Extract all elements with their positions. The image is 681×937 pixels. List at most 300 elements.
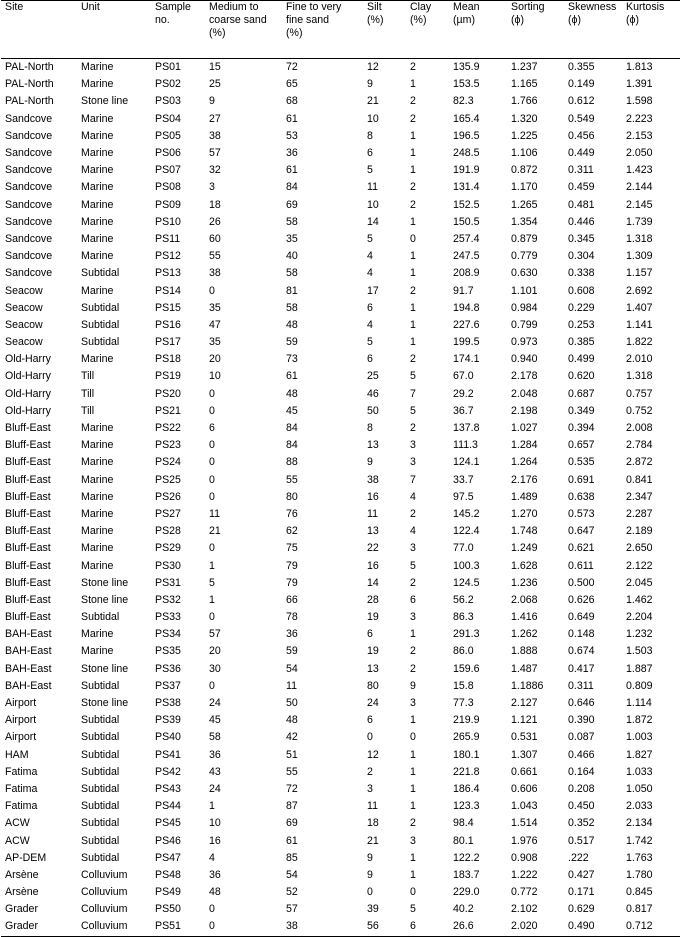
cell-sorting: 0.531 (511, 731, 538, 744)
cell-kurtosis: 1.462 (626, 593, 653, 606)
cell-medium-coarse-sand: 0 (209, 920, 215, 933)
cell-unit: Subtidal (81, 318, 120, 331)
cell-fine-sand: 84 (286, 422, 298, 435)
cell-skewness: 0.687 (568, 387, 595, 400)
cell-clay: 2 (410, 576, 416, 589)
cell-mean: 40.2 (453, 903, 474, 916)
cell-skewness: 0.466 (568, 748, 595, 761)
cell-sorting: 1.976 (511, 834, 538, 847)
cell-sorting: 1.766 (511, 95, 538, 108)
cell-silt: 6 (367, 714, 373, 727)
cell-site: Seacow (5, 284, 43, 297)
cell-skewness: 0.481 (568, 198, 595, 211)
cell-fine-sand: 36 (286, 628, 298, 641)
cell-medium-coarse-sand: 3 (209, 181, 215, 194)
header-sorting (507, 1, 564, 59)
cell-fine-sand: 81 (286, 284, 298, 297)
cell-mean: 137.8 (453, 422, 480, 435)
cell-kurtosis: 1.050 (626, 782, 653, 795)
cell-mean: 194.8 (453, 301, 480, 314)
cell-sorting: 1.284 (511, 439, 538, 452)
cell-kurtosis: 0.845 (626, 886, 653, 899)
cell-sample-no: PS40 (155, 731, 181, 744)
cell-skewness: 0.311 (568, 164, 594, 177)
cell-clay: 9 (410, 679, 416, 692)
cell-unit: Till (81, 387, 95, 400)
cell-mean: 257.4 (453, 232, 480, 245)
cell-skewness: 0.208 (568, 782, 595, 795)
cell-sorting: 1.320 (511, 112, 538, 125)
cell-mean: 159.6 (453, 662, 480, 675)
table-header (1, 1, 680, 59)
cell-fine-sand: 78 (286, 611, 298, 624)
cell-site: Arsène (5, 886, 39, 899)
table-row (1, 214, 680, 231)
cell-sorting: 0.630 (511, 267, 538, 280)
cell-kurtosis: 0.841 (626, 473, 653, 486)
cell-skewness: 0.446 (568, 215, 595, 228)
cell-mean: 150.5 (453, 215, 480, 228)
cell-medium-coarse-sand: 36 (209, 748, 221, 761)
header-row (1, 1, 680, 59)
cell-mean: 145.2 (453, 507, 480, 520)
cell-medium-coarse-sand: 10 (209, 817, 221, 830)
cell-mean: 174.1 (453, 353, 480, 366)
header-unit (77, 1, 151, 59)
cell-site: Sandcove (5, 267, 53, 280)
cell-fine-sand: 53 (286, 129, 298, 142)
cell-skewness: 0.450 (568, 800, 595, 813)
cell-medium-coarse-sand: 0 (209, 439, 215, 452)
table-row (1, 918, 680, 936)
cell-fine-sand: 55 (286, 765, 298, 778)
cell-unit: Stone line (81, 593, 129, 606)
cell-site: ACW (5, 817, 30, 830)
cell-skewness: 0.352 (568, 817, 595, 830)
cell-unit: Marine (81, 559, 114, 572)
cell-silt: 50 (367, 404, 379, 417)
cell-kurtosis: 2.145 (626, 198, 653, 211)
cell-clay: 1 (410, 78, 416, 91)
cell-silt: 0 (367, 886, 373, 899)
cell-site: BAH-East (5, 662, 52, 675)
cell-medium-coarse-sand: 16 (209, 834, 221, 847)
header-line: Medium to (209, 1, 259, 13)
cell-site: Bluff-East (5, 525, 51, 538)
cell-medium-coarse-sand: 20 (209, 645, 221, 658)
cell-sorting: 1.262 (511, 628, 538, 641)
cell-fine-sand: 48 (286, 318, 298, 331)
cell-unit: Colluvium (81, 903, 128, 916)
cell-site: Sandcove (5, 250, 53, 263)
cell-kurtosis: 1.813 (626, 61, 653, 74)
cell-skewness: 0.649 (568, 611, 595, 624)
table-row (1, 867, 680, 884)
cell-sample-no: PS14 (155, 284, 181, 297)
cell-mean: 100.3 (453, 559, 480, 572)
cell-clay: 3 (410, 439, 416, 452)
cell-kurtosis: 1.141 (626, 318, 653, 331)
cell-medium-coarse-sand: 0 (209, 903, 215, 916)
table-row (1, 643, 680, 660)
cell-site: Sandcove (5, 198, 53, 211)
cell-skewness: 0.646 (568, 697, 595, 710)
cell-sorting: 0.799 (511, 318, 538, 331)
cell-mean: 56.2 (453, 593, 474, 606)
cell-mean: 98.4 (453, 817, 474, 830)
cell-clay: 0 (410, 232, 416, 245)
cell-sorting: 1.354 (511, 215, 538, 228)
cell-clay: 2 (410, 61, 416, 74)
cell-medium-coarse-sand: 0 (209, 611, 215, 624)
cell-clay: 4 (410, 525, 416, 538)
cell-sample-no: PS46 (155, 834, 181, 847)
cell-unit: Stone line (81, 95, 129, 108)
cell-sample-no: PS33 (155, 611, 181, 624)
cell-medium-coarse-sand: 0 (209, 456, 215, 469)
table-row (1, 76, 680, 93)
cell-mean: 199.5 (453, 336, 480, 349)
header-mean (449, 1, 507, 59)
cell-site: AP-DEM (5, 851, 47, 864)
cell-fine-sand: 57 (286, 903, 298, 916)
table-row (1, 626, 680, 643)
cell-kurtosis: 1.780 (626, 868, 653, 881)
header-line: (µm) (453, 14, 475, 26)
header-line: no. (155, 14, 170, 26)
cell-sorting: 0.879 (511, 232, 538, 245)
cell-skewness: 0.229 (568, 301, 595, 314)
cell-sample-no: PS28 (155, 525, 181, 538)
header-kurtosis (622, 1, 680, 59)
cell-unit: Subtidal (81, 834, 120, 847)
cell-sorting: 2.048 (511, 387, 538, 400)
cell-silt: 13 (367, 439, 379, 452)
cell-sample-no: PS45 (155, 817, 181, 830)
table-row (1, 300, 680, 317)
cell-sample-no: PS08 (155, 181, 181, 194)
table-row (1, 781, 680, 798)
cell-silt: 5 (367, 232, 373, 245)
cell-mean: 247.5 (453, 250, 480, 263)
table-row (1, 59, 680, 77)
cell-kurtosis: 1.739 (626, 215, 653, 228)
cell-medium-coarse-sand: 15 (209, 61, 221, 74)
cell-kurtosis: 1.872 (626, 714, 653, 727)
table-body (1, 59, 680, 937)
cell-medium-coarse-sand: 6 (209, 422, 215, 435)
cell-skewness: 0.608 (568, 284, 595, 297)
cell-silt: 11 (367, 800, 378, 813)
cell-sorting: 1.888 (511, 645, 538, 658)
cell-skewness: 0.517 (568, 834, 595, 847)
cell-mean: 152.5 (453, 198, 480, 211)
cell-silt: 21 (367, 95, 379, 108)
cell-medium-coarse-sand: 60 (209, 232, 221, 245)
cell-silt: 9 (367, 851, 373, 864)
cell-fine-sand: 61 (286, 164, 298, 177)
cell-unit: Marine (81, 473, 114, 486)
header-line: Unit (81, 1, 100, 13)
cell-sorting: 0.872 (511, 164, 538, 177)
cell-sorting: 2.127 (511, 697, 538, 710)
table-row (1, 850, 680, 867)
cell-skewness: 0.621 (568, 542, 595, 555)
cell-kurtosis: 0.757 (626, 387, 653, 400)
table-row (1, 282, 680, 299)
cell-mean: 123.3 (453, 800, 480, 813)
cell-clay: 1 (410, 782, 416, 795)
cell-mean: 221.8 (453, 765, 480, 778)
cell-medium-coarse-sand: 0 (209, 284, 215, 297)
cell-silt: 6 (367, 147, 373, 160)
cell-silt: 56 (367, 920, 379, 933)
cell-mean: 191.9 (453, 164, 480, 177)
cell-kurtosis: 2.347 (626, 490, 653, 503)
cell-sorting: 1.237 (511, 61, 538, 74)
cell-fine-sand: 59 (286, 645, 298, 658)
cell-kurtosis: 0.809 (626, 679, 653, 692)
cell-kurtosis: 2.204 (626, 611, 653, 624)
cell-silt: 6 (367, 353, 373, 366)
cell-clay: 0 (410, 731, 416, 744)
cell-site: Old-Harry (5, 353, 51, 366)
table-row (1, 540, 680, 557)
header-line: Sorting (511, 1, 545, 13)
cell-site: Sandcove (5, 112, 53, 125)
cell-sorting: 1.264 (511, 456, 538, 469)
cell-mean: 183.7 (453, 868, 480, 881)
cell-silt: 11 (367, 507, 378, 520)
cell-fine-sand: 69 (286, 817, 298, 830)
cell-site: Grader (5, 903, 38, 916)
cell-clay: 3 (410, 542, 416, 555)
cell-sorting: 1.225 (511, 129, 538, 142)
cell-unit: Marine (81, 542, 114, 555)
cell-kurtosis: 1.309 (626, 250, 653, 263)
cell-kurtosis: 1.318 (626, 370, 653, 383)
cell-silt: 10 (367, 198, 379, 211)
cell-medium-coarse-sand: 43 (209, 765, 221, 778)
cell-silt: 19 (367, 645, 379, 658)
cell-clay: 3 (410, 697, 416, 710)
cell-sorting: 1.027 (511, 422, 538, 435)
cell-sample-no: PS27 (155, 507, 181, 520)
cell-sorting: 1.249 (511, 542, 538, 555)
cell-kurtosis: 2.287 (626, 507, 653, 520)
cell-sample-no: PS07 (155, 164, 181, 177)
table-row (1, 506, 680, 523)
header-fine-sand (282, 1, 363, 59)
cell-sample-no: PS17 (155, 336, 181, 349)
cell-silt: 22 (367, 542, 379, 555)
cell-fine-sand: 52 (286, 886, 298, 899)
header-line: (%) (209, 27, 226, 39)
cell-silt: 9 (367, 456, 373, 469)
cell-fine-sand: 75 (286, 542, 298, 555)
cell-silt: 16 (367, 559, 379, 572)
cell-sorting: 0.973 (511, 336, 538, 349)
cell-unit: Marine (81, 164, 114, 177)
cell-unit: Marine (81, 181, 114, 194)
cell-mean: 91.7 (453, 284, 474, 297)
cell-kurtosis: 1.157 (626, 267, 653, 280)
cell-unit: Marine (81, 147, 114, 160)
cell-skewness: 0.449 (568, 147, 595, 160)
cell-silt: 46 (367, 387, 379, 400)
cell-medium-coarse-sand: 0 (209, 404, 215, 417)
cell-kurtosis: 1.822 (626, 336, 653, 349)
cell-unit: Colluvium (81, 886, 128, 899)
cell-medium-coarse-sand: 11 (209, 507, 220, 520)
cell-sample-no: PS23 (155, 439, 181, 452)
cell-kurtosis: 1.423 (626, 164, 653, 177)
cell-site: Bluff-East (5, 422, 51, 435)
cell-mean: 229.0 (453, 886, 480, 899)
cell-site: Sandcove (5, 129, 53, 142)
cell-silt: 10 (367, 112, 379, 125)
cell-clay: 3 (410, 611, 416, 624)
header-line: Skewness (568, 1, 617, 13)
cell-site: ACW (5, 834, 30, 847)
cell-site: Old-Harry (5, 387, 51, 400)
cell-clay: 1 (410, 851, 416, 864)
cell-kurtosis: 2.223 (626, 112, 653, 125)
cell-skewness: 0.394 (568, 422, 595, 435)
cell-mean: 186.4 (453, 782, 480, 795)
cell-clay: 2 (410, 284, 416, 297)
cell-site: Seacow (5, 336, 43, 349)
header-line: Kurtosis (626, 1, 665, 13)
cell-medium-coarse-sand: 30 (209, 662, 221, 675)
cell-site: Seacow (5, 318, 43, 331)
cell-medium-coarse-sand: 38 (209, 129, 221, 142)
cell-medium-coarse-sand: 0 (209, 387, 215, 400)
cell-medium-coarse-sand: 35 (209, 336, 221, 349)
cell-sample-no: PS11 (155, 232, 181, 245)
header-sample-no (151, 1, 205, 59)
cell-mean: 196.5 (453, 129, 480, 142)
table-row (1, 162, 680, 179)
cell-clay: 3 (410, 834, 416, 847)
cell-sorting: 1.265 (511, 198, 538, 211)
cell-mean: 97.5 (453, 490, 474, 503)
header-line: (ϕ) (511, 14, 524, 26)
cell-unit: Subtidal (81, 267, 120, 280)
cell-silt: 6 (367, 628, 373, 641)
cell-skewness: 0.626 (568, 593, 595, 606)
cell-clay: 2 (410, 422, 416, 435)
cell-unit: Marine (81, 129, 114, 142)
cell-fine-sand: 50 (286, 697, 298, 710)
cell-sorting: 0.606 (511, 782, 538, 795)
cell-sample-no: PS43 (155, 782, 181, 795)
cell-site: Bluff-East (5, 490, 51, 503)
cell-sample-no: PS15 (155, 301, 181, 314)
cell-unit: Stone line (81, 697, 129, 710)
cell-silt: 12 (367, 61, 379, 74)
cell-medium-coarse-sand: 0 (209, 542, 215, 555)
cell-unit: Subtidal (81, 800, 120, 813)
cell-skewness: 0.355 (568, 61, 595, 74)
cell-sample-no: PS04 (155, 112, 181, 125)
cell-silt: 14 (367, 215, 379, 228)
cell-silt: 4 (367, 250, 373, 263)
cell-mean: 77.0 (453, 542, 474, 555)
cell-sample-no: PS06 (155, 147, 181, 160)
cell-sample-no: PS47 (155, 851, 181, 864)
cell-skewness: 0.349 (568, 404, 595, 417)
table-row (1, 420, 680, 437)
cell-site: Bluff-East (5, 593, 51, 606)
table-row (1, 609, 680, 626)
cell-site: Fatima (5, 765, 38, 778)
cell-sample-no: PS49 (155, 886, 181, 899)
cell-sample-no: PS39 (155, 714, 181, 727)
table-row (1, 248, 680, 265)
header-line: Silt (367, 1, 382, 13)
cell-sample-no: PS31 (155, 576, 181, 589)
cell-mean: 153.5 (453, 78, 480, 91)
cell-kurtosis: 2.122 (626, 559, 653, 572)
cell-silt: 13 (367, 525, 379, 538)
cell-fine-sand: 11 (286, 679, 297, 692)
cell-medium-coarse-sand: 32 (209, 164, 221, 177)
cell-site: Fatima (5, 782, 38, 795)
cell-sorting: 1.236 (511, 576, 538, 589)
cell-unit: Marine (81, 439, 114, 452)
table-row (1, 472, 680, 489)
cell-medium-coarse-sand: 35 (209, 301, 221, 314)
cell-skewness: 0.149 (568, 78, 595, 91)
cell-skewness: 0.390 (568, 714, 595, 727)
cell-kurtosis: 2.050 (626, 147, 653, 160)
cell-kurtosis: 1.232 (626, 628, 653, 641)
cell-unit: Till (81, 370, 95, 383)
cell-unit: Marine (81, 250, 114, 263)
header-line: (%) (367, 14, 384, 26)
cell-mean: 180.1 (453, 748, 480, 761)
header-clay (406, 1, 449, 59)
cell-sorting: 1.121 (511, 714, 538, 727)
cell-clay: 7 (410, 473, 416, 486)
cell-skewness: 0.499 (568, 353, 595, 366)
cell-kurtosis: 1.742 (626, 834, 653, 847)
cell-site: Airport (5, 731, 37, 744)
cell-mean: 80.1 (453, 834, 474, 847)
cell-kurtosis: 2.010 (626, 353, 653, 366)
table-row (1, 197, 680, 214)
cell-mean: 219.9 (453, 714, 480, 727)
cell-fine-sand: 79 (286, 576, 298, 589)
cell-kurtosis: 2.045 (626, 576, 653, 589)
header-line: Sample (155, 1, 191, 13)
cell-sorting: 1.270 (511, 507, 538, 520)
cell-clay: 1 (410, 301, 416, 314)
cell-site: Airport (5, 714, 37, 727)
cell-mean: 67.0 (453, 370, 474, 383)
cell-site: Sandcove (5, 147, 53, 160)
cell-unit: Marine (81, 628, 114, 641)
cell-unit: Colluvium (81, 868, 128, 881)
cell-clay: 1 (410, 250, 416, 263)
cell-skewness: 0.148 (568, 628, 595, 641)
cell-medium-coarse-sand: 0 (209, 679, 215, 692)
cell-mean: 124.5 (453, 576, 480, 589)
cell-sample-no: PS22 (155, 422, 181, 435)
cell-fine-sand: 85 (286, 851, 298, 864)
header-line: Fine to very (286, 1, 342, 13)
